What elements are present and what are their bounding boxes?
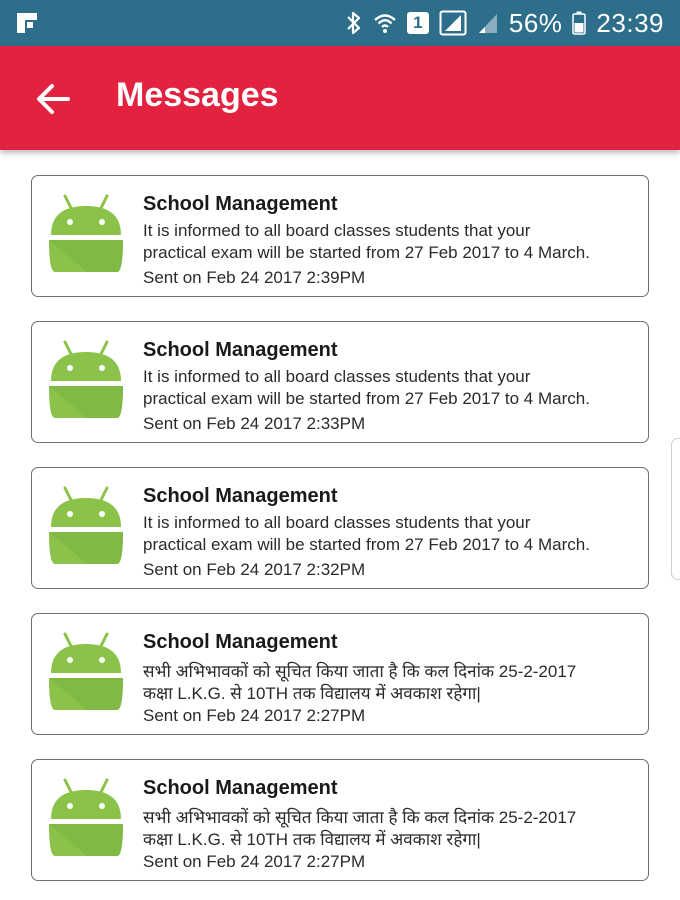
- message-card[interactable]: [31, 759, 649, 881]
- message-body-line-2: कक्षा L.K.G. से 10TH तक विद्यालय में अवकाश रहेगा|: [143, 830, 481, 849]
- message-body-line-1: It is informed to all board classes students that your: [143, 367, 531, 386]
- message-card[interactable]: [31, 467, 649, 589]
- message-body-line-1: सभी अभिभावकों को सूचित किया जाता है कि कल दिनांक 25-2-2017: [143, 662, 577, 681]
- message-body-line-1: सभी अभिभावकों को सूचित किया जाता है कि कल दिनांक 25-2-2017: [143, 808, 577, 827]
- status-bar: [0, 0, 680, 46]
- message-body-line-2: practical exam will be started from 27 Feb 2017 to 4 March.: [143, 243, 590, 262]
- message-body-line-2: practical exam will be started from 27 Feb 2017 to 4 March.: [143, 535, 590, 554]
- signal-icon: [439, 10, 467, 36]
- message-body-line-2: practical exam will be started from 27 Feb 2017 to 4 March.: [143, 389, 590, 408]
- android-icon: [47, 340, 125, 420]
- arrow-left-icon[interactable]: [34, 80, 72, 118]
- wifi-icon: [373, 11, 397, 35]
- page-title: Messages: [116, 76, 279, 114]
- message-timestamp: Sent on Feb 24 2017 2:33PM: [143, 414, 366, 433]
- android-icon: [47, 778, 125, 858]
- signal-weak-icon: [477, 11, 499, 35]
- message-card[interactable]: [31, 175, 649, 297]
- battery-icon: [572, 11, 586, 35]
- message-card[interactable]: [31, 613, 649, 735]
- battery-percent: 56%: [508, 7, 563, 38]
- app-logo-icon: [16, 12, 38, 34]
- message-timestamp: Sent on Feb 24 2017 2:32PM: [143, 560, 366, 579]
- edge-panel-handle[interactable]: [671, 438, 680, 580]
- app-bar: [0, 46, 680, 150]
- android-icon: [47, 194, 125, 274]
- message-timestamp: Sent on Feb 24 2017 2:27PM: [143, 706, 366, 725]
- sim-1-icon: 1: [407, 12, 429, 34]
- message-sender: School Management: [143, 777, 338, 799]
- message-sender: School Management: [143, 193, 338, 215]
- message-sender: School Management: [143, 339, 338, 361]
- message-timestamp: Sent on Feb 24 2017 2:39PM: [143, 268, 366, 287]
- message-body-line-1: It is informed to all board classes students that your: [143, 513, 531, 532]
- message-list: [0, 150, 680, 900]
- message-card[interactable]: [31, 321, 649, 443]
- message-timestamp: Sent on Feb 24 2017 2:27PM: [143, 852, 366, 871]
- bluetooth-icon: [345, 10, 363, 36]
- android-icon: [47, 632, 125, 712]
- message-sender: School Management: [143, 485, 338, 507]
- message-body-line-1: It is informed to all board classes students that your: [143, 221, 531, 240]
- message-sender: School Management: [143, 631, 338, 653]
- clock: 23:39: [596, 7, 664, 38]
- message-body-line-2: कक्षा L.K.G. से 10TH तक विद्यालय में अवकाश रहेगा|: [143, 684, 481, 703]
- android-icon: [47, 486, 125, 566]
